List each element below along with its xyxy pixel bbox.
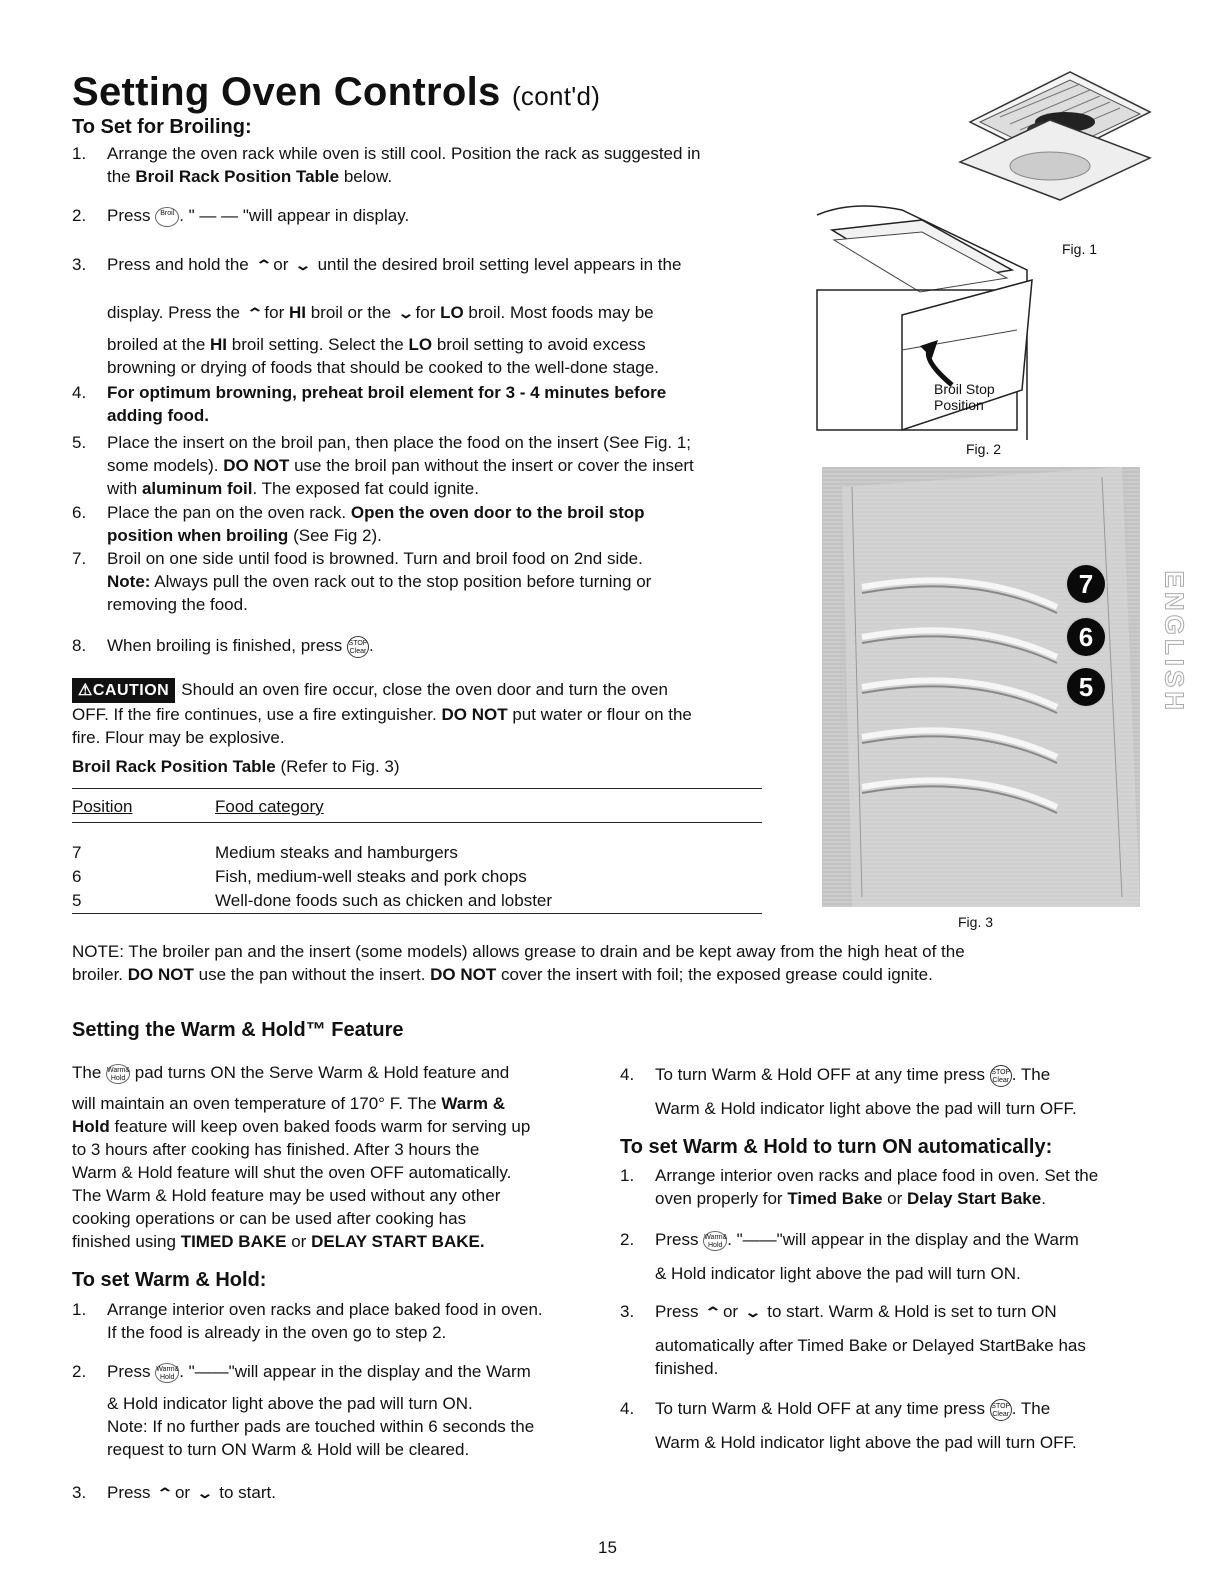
pad-label: Clear xyxy=(992,1410,1010,1418)
text: The xyxy=(72,1063,102,1082)
step-text-2: & Hold indicator light above the pad will turn ON. xyxy=(655,1264,1021,1283)
text: Always pull the oven rack out to the stop position before turning or xyxy=(154,572,652,591)
text: oven properly for xyxy=(655,1189,783,1208)
caution-badge: ⚠CAUTION xyxy=(72,678,175,703)
pad-label: Warm& xyxy=(156,1365,180,1373)
text: to start. xyxy=(219,1483,276,1502)
step-number: 1. xyxy=(72,144,87,163)
bold-text: position when broiling xyxy=(107,526,289,545)
step-text-2: & Hold indicator light above the pad will turn ON. xyxy=(107,1394,473,1413)
text: broiler. xyxy=(72,965,124,984)
text: (See Fig 2). xyxy=(293,526,382,545)
auto-heading: To set Warm & Hold to turn ON automatically: xyxy=(620,1136,1053,1158)
step-text xyxy=(655,1228,1079,1251)
text: below. xyxy=(343,167,393,186)
step-number: 4. xyxy=(620,1399,635,1418)
warm-hold-pad-icon xyxy=(703,1231,727,1251)
language-label: ENGLISH xyxy=(1159,570,1190,715)
step-number: 3. xyxy=(72,1483,87,1502)
bold-text: DELAY START BAKE xyxy=(311,1232,480,1251)
stop-clear-pad-icon xyxy=(990,1065,1012,1087)
fig1-caption: Fig. 1 xyxy=(1062,241,1098,257)
fig3-caption: Fig. 3 xyxy=(958,914,994,930)
text: . xyxy=(1041,1189,1046,1208)
warm-hold-pad-icon xyxy=(106,1064,130,1084)
text: . " — — "will appear in display. xyxy=(179,206,410,225)
warm-hold-intro xyxy=(72,1061,592,1253)
up-arrow-icon: ⌃ xyxy=(704,1304,722,1320)
caution-line-2 xyxy=(72,703,802,726)
bold-text: Broil Rack Position Table xyxy=(72,757,276,776)
text: with xyxy=(107,479,138,498)
pad-label: Hold xyxy=(708,1241,723,1249)
step-text-2 xyxy=(107,301,654,325)
bold-text: Warm & xyxy=(441,1094,505,1113)
caution-label: CAUTION xyxy=(92,682,170,699)
intro-line-3 xyxy=(72,1115,592,1138)
text: . "——"will appear in the display and the Warm xyxy=(179,1362,531,1381)
step-text xyxy=(107,501,645,524)
text: or xyxy=(722,1302,739,1321)
rack-table-caption xyxy=(72,755,400,778)
set-warm-hold-heading: To set Warm & Hold: xyxy=(72,1269,267,1291)
text: OFF. If the fire continues, use a fire extinguisher. xyxy=(72,705,437,724)
intro-line-2 xyxy=(72,1092,592,1115)
fig2-caption: Fig. 2 xyxy=(966,441,1002,457)
step-text xyxy=(107,634,374,658)
step-text xyxy=(107,1481,276,1505)
page-number: 15 xyxy=(598,1538,617,1557)
bold-text: aluminum foil xyxy=(141,479,253,498)
caution-line-1 xyxy=(72,678,802,703)
text: Press xyxy=(655,1302,699,1321)
broiling-heading: To Set for Broiling: xyxy=(72,116,252,138)
broil-pan-illustration xyxy=(950,62,1160,202)
rack-badge-7: 7 xyxy=(1067,565,1105,603)
text: Press xyxy=(655,1230,699,1249)
bold-text: DO NOT xyxy=(441,705,508,724)
broil-pad-icon xyxy=(155,207,179,227)
text: for xyxy=(264,303,285,322)
bold-text: DO NOT xyxy=(430,965,497,984)
pad-label: Clear xyxy=(992,1076,1010,1084)
pad-label: STOP xyxy=(348,639,368,647)
text: will maintain an oven temperature of 170° F. The xyxy=(72,1094,437,1113)
up-arrow-icon: ⌃ xyxy=(254,257,273,273)
bold-text: HI xyxy=(288,303,306,322)
step-text-2: Warm & Hold indicator light above the pad will turn OFF. xyxy=(655,1433,1077,1452)
text: broiled at the xyxy=(107,335,206,354)
warm-hold-heading: Setting the Warm & Hold™ Feature xyxy=(72,1019,404,1041)
text: To turn Warm & Hold OFF at any time press xyxy=(655,1399,986,1418)
pad-label: Clear xyxy=(349,647,367,655)
step-number: 8. xyxy=(72,636,87,655)
step-text xyxy=(107,1360,531,1383)
broil-stop-label xyxy=(934,381,995,413)
cell-position: 6 xyxy=(72,867,82,886)
text: cover the insert with foil; the exposed grease could ignite. xyxy=(501,965,933,984)
cell-position: 5 xyxy=(72,891,82,910)
divider xyxy=(72,822,762,823)
text: Should an oven fire occur, close the oven door and turn the oven xyxy=(181,680,668,699)
step-text xyxy=(655,1397,1050,1421)
step-text: Broil on one side until food is browned. Turn and broil food on 2nd side. xyxy=(107,549,643,568)
pad-label: Warm& xyxy=(704,1233,728,1241)
text: use the pan without the insert. xyxy=(198,965,426,984)
step-number: 4. xyxy=(620,1065,635,1084)
stop-clear-pad-icon xyxy=(347,636,369,658)
bold-text: LO xyxy=(408,335,433,354)
text: . "——"will appear in the display and the Warm xyxy=(727,1230,1079,1249)
text: Place the pan on the oven rack. xyxy=(107,503,347,522)
pad-label: Broil xyxy=(160,209,175,217)
oven-rack-photo xyxy=(822,467,1140,907)
bold-text: LO xyxy=(440,303,464,322)
step-number: 3. xyxy=(72,255,87,274)
text: to start. Warm & Hold is set to turn ON xyxy=(767,1302,1057,1321)
text: . The xyxy=(1011,1399,1051,1418)
text: use the broil pan without the insert or cover the insert xyxy=(294,456,694,475)
text: (Refer to Fig. 3) xyxy=(280,757,400,776)
text: feature will keep oven baked foods warm for serving up xyxy=(114,1117,531,1136)
up-arrow-icon: ⌃ xyxy=(156,1485,174,1501)
step-text-3 xyxy=(107,333,646,356)
text: or xyxy=(174,1483,191,1502)
text: pad turns ON the Serve Warm & Hold feature and xyxy=(134,1063,510,1082)
cell-food: Fish, medium-well steaks and pork chops xyxy=(215,867,527,886)
intro-line-6: The Warm & Hold feature may be used without any other xyxy=(72,1186,501,1205)
step-number: 3. xyxy=(620,1302,635,1321)
down-arrow-icon: ⌄ xyxy=(396,305,415,321)
pad-label: Warm& xyxy=(107,1066,131,1074)
step-text xyxy=(107,204,409,227)
intro-line-4: to 3 hours after cooking has finished. After 3 hours the xyxy=(72,1140,480,1159)
bold-text: Timed Bake xyxy=(787,1189,883,1208)
text: display. Press the xyxy=(107,303,240,322)
step-text: For optimum browning, preheat broil element for 3 - 4 minutes before xyxy=(107,383,667,402)
step-text-3: removing the food. xyxy=(107,595,248,614)
step-text-2 xyxy=(107,454,694,477)
rack-badge-6: 6 xyxy=(1067,618,1105,656)
note-line-2 xyxy=(72,963,1162,986)
note-paragraph xyxy=(72,940,1162,986)
page-title xyxy=(72,70,600,115)
side-tab xyxy=(1158,560,1188,740)
text: put water or flour on the xyxy=(512,705,692,724)
text: until the desired broil setting level appears in the xyxy=(317,255,682,274)
text: Press xyxy=(107,1362,151,1381)
step-number: 7. xyxy=(72,549,87,568)
pad-label: Hold xyxy=(110,1074,126,1082)
down-arrow-icon: ⌄ xyxy=(743,1304,762,1320)
bold-text: Delay Start Bake xyxy=(907,1189,1042,1208)
rack-badge-5: 5 xyxy=(1067,668,1105,706)
step-number: 1. xyxy=(620,1166,635,1185)
step-number: 2. xyxy=(72,1362,87,1381)
text: . The xyxy=(1011,1065,1051,1084)
down-arrow-icon: ⌄ xyxy=(294,257,312,273)
cell-food: Well-done foods such as chicken and lobster xyxy=(215,891,553,910)
down-arrow-icon: ⌄ xyxy=(195,1485,214,1501)
pad-label: STOP xyxy=(991,1402,1011,1410)
bold-text: Hold xyxy=(72,1117,110,1136)
text: broil setting. Select the xyxy=(231,335,404,354)
text: Press xyxy=(107,206,151,225)
text: Broil Stop xyxy=(934,381,995,397)
bold-text: Note: xyxy=(107,572,151,591)
step-number: 2. xyxy=(620,1230,635,1249)
bold-text: DO NOT xyxy=(127,965,194,984)
caution-line-3: fire. Flour may be explosive. xyxy=(72,728,285,747)
step-number: 4. xyxy=(72,383,87,402)
step-text-3: Note: If no further pads are touched within 6 seconds the xyxy=(107,1417,535,1436)
text: finished using xyxy=(72,1232,176,1251)
text: Press and hold the xyxy=(107,255,249,274)
bold-text: DO NOT xyxy=(223,456,290,475)
step-text xyxy=(107,253,681,277)
text: . xyxy=(369,636,374,655)
text: broil or the xyxy=(310,303,392,322)
step-text-4: browning or drying of foods that should be cooked to the well-done stage. xyxy=(107,358,659,377)
warm-hold-pad-icon xyxy=(155,1363,179,1383)
step-text-2 xyxy=(107,165,392,188)
divider xyxy=(72,913,762,914)
text: some models). xyxy=(107,456,219,475)
text: for xyxy=(415,303,436,322)
intro-line-7: cooking operations or can be used after cooking has xyxy=(72,1209,467,1228)
cell-food: Medium steaks and hamburgers xyxy=(215,843,458,862)
text: Press xyxy=(107,1483,151,1502)
step-text: Arrange interior oven racks and place baked food in oven. xyxy=(107,1300,543,1319)
title-suffix: (cont'd) xyxy=(511,81,601,111)
intro-line-8: finished using TIMED BAKE or DELAY START BAKE. xyxy=(72,1232,485,1251)
step-text: Place the insert on the broil pan, then place the food on the insert (See Fig. 1; xyxy=(107,433,692,452)
text: To turn Warm & Hold OFF at any time press xyxy=(655,1065,986,1084)
text: the xyxy=(107,167,131,186)
step-text-2 xyxy=(107,570,651,593)
step-text xyxy=(655,1063,1050,1087)
text: broil. Most foods may be xyxy=(468,303,654,322)
text: or xyxy=(273,255,289,274)
text: . The exposed fat could ignite. xyxy=(252,479,479,498)
intro-line-1 xyxy=(72,1061,592,1084)
text: or xyxy=(291,1232,307,1251)
oven-door-illustration xyxy=(812,200,1042,440)
pad-label: STOP xyxy=(991,1068,1011,1076)
bold-text: TIMED BAKE xyxy=(180,1232,287,1251)
title-text: Setting Oven Controls xyxy=(72,70,501,114)
note-line-1: NOTE: The broiler pan and the insert (some models) allows grease to drain and be kept away from the high heat of the xyxy=(72,942,965,961)
step-number: 1. xyxy=(72,1300,87,1319)
step-text-2: Warm & Hold indicator light above the pad will turn OFF. xyxy=(655,1099,1077,1118)
step-text xyxy=(655,1300,1057,1324)
step-text-3: finished. xyxy=(655,1359,719,1378)
step-text-2: If the food is already in the oven go to step 2. xyxy=(107,1323,447,1342)
step-text-2 xyxy=(107,524,382,547)
step-text-4: request to turn ON Warm & Hold will be cleared. xyxy=(107,1440,470,1459)
step-text-2: automatically after Timed Bake or Delayed StartBake has xyxy=(655,1336,1086,1355)
stop-clear-pad-icon xyxy=(990,1399,1012,1421)
intro-line-5: Warm & Hold feature will shut the oven OFF automatically. xyxy=(72,1163,512,1182)
step-number: 5. xyxy=(72,433,87,452)
text: broil setting to avoid excess xyxy=(436,335,646,354)
bold-text: Broil Rack Position Table xyxy=(135,167,340,186)
step-text-3 xyxy=(107,477,479,500)
step-text-2: adding food. xyxy=(107,406,209,425)
col-header-position: Position xyxy=(72,797,133,816)
text: Position xyxy=(934,397,984,413)
step-text: Arrange the oven rack while oven is still cool. Position the rack as suggested in xyxy=(107,144,701,163)
step-text-2 xyxy=(655,1187,1046,1210)
divider xyxy=(72,788,762,789)
caution-block xyxy=(72,678,802,749)
text: When broiling is finished, press xyxy=(107,636,343,655)
bold-text: Open the oven door to the broil stop xyxy=(350,503,645,522)
up-arrow-icon: ⌃ xyxy=(245,305,264,321)
cell-position: 7 xyxy=(72,843,82,862)
col-header-food: Food category xyxy=(215,797,324,816)
text: or xyxy=(887,1189,903,1208)
pad-label: Hold xyxy=(160,1373,175,1381)
bold-text: HI xyxy=(210,335,228,354)
step-number: 2. xyxy=(72,206,87,225)
step-number: 6. xyxy=(72,503,87,522)
step-text: Arrange interior oven racks and place food in oven. Set the xyxy=(655,1166,1099,1185)
